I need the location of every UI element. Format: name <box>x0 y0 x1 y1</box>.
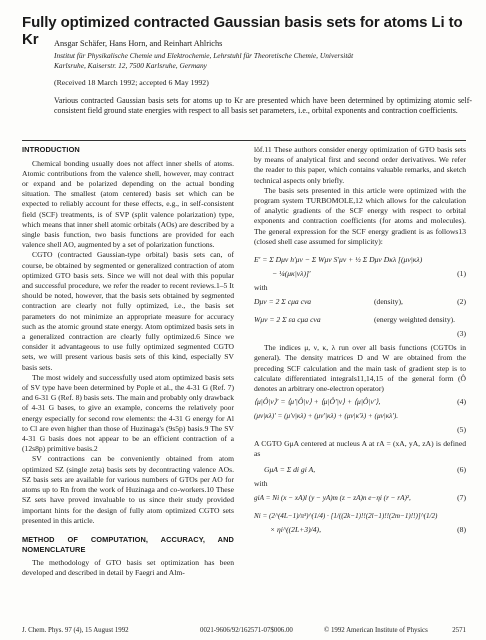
equation-3 <box>254 315 466 329</box>
author-list: Ansgar Schäfer, Hans Horn, and Reinhart Ahlrichs <box>54 39 223 48</box>
affiliation-line: Karlsruhe, Kaiserstr. 12, 7500 Karlsruhe, Germany <box>54 61 207 70</box>
paragraph: The indices μ, ν, κ, λ run over all basis functions (CGTOs in general). The density matrices D and W are obtained from the preceding SCF calculation and the main task of gradient step is to calculate differentiated integrals11,14,15 of the general form (Ô denotes an arbitrary one-electron operator) <box>254 343 466 394</box>
equation-note: (energy weighted density). <box>374 315 456 325</box>
affiliation <box>54 51 474 71</box>
paragraph: SV contractions can be conveniently obtained from atom optimized SZ (single zeta) basis sets by decontracting valence AOs. SZ basis sets are available for various numbers of GTOs per AO for atoms up to Rn from the work of Huzinaga and co-workers.10 These SZ sets have proved invaluable to us since their study provided important hints for the design of fully atom optimized CGTO sets presented in this article. <box>22 454 234 525</box>
equation-text: (μν|κλ)′ = (μ′ν|κλ) + (μν′|κλ) + (μν|κ′λ) + (μν|κλ′). <box>254 412 399 421</box>
paragraph: The methodology of GTO basis set optimization has been developed and described in detail by Faegri and Alm- <box>22 558 234 578</box>
equation-5 <box>254 411 466 425</box>
equation-number: (3) <box>457 329 466 339</box>
equation-8-continued <box>254 525 466 539</box>
equation-text: E′ = Σ Dμν h′μν − Σ Wμν S′μν + ½ Σ Dμν Dκλ [(μν|κλ) <box>254 255 423 265</box>
with-label: with <box>254 478 268 488</box>
equation-number: (7) <box>457 492 466 502</box>
equation-text: Ni = (2^(4L−1)/π³)^(1/4) · [1/((2k−1)!!(2l−1)!!(2m−1)!!)]^(1/2) <box>254 511 438 520</box>
equation-text: giA = Ni (x − xA)l (y − yA)m (z − zA)n e−ηi (r − rA)², <box>254 493 411 502</box>
section-heading-introduction: INTRODUCTION <box>22 145 80 154</box>
equation-text: × ηi^((2L+3)/4), <box>270 524 321 534</box>
equation-text: GμA = Σ di gi A, <box>264 464 316 474</box>
copyright-notice: © 1992 American Institute of Physics <box>324 627 428 634</box>
abstract-divider <box>22 140 466 141</box>
equation-number: (1) <box>457 269 466 279</box>
equation-number: (2) <box>457 297 466 307</box>
article-code: 0021-9606/92/162571-07$006.00 <box>200 627 293 634</box>
equation-note: (density), <box>374 297 403 307</box>
paragraph: The basis sets presented in this article were optimized with the program system TURBOMOLE,12 which allows for the calculation of analytic gradients of the SCF energy with respect to orbital exponents and contraction coefficients (for atoms and molecules). The general expression for the SCF energy gradient is as follows13 (closed shell case assumed for simplicity): <box>254 185 466 246</box>
received-dates: (Received 18 March 1992; accepted 6 May 1992) <box>54 78 209 87</box>
page-number: 2571 <box>452 627 466 634</box>
paper-title: Fully optimized contracted Gaussian basis sets for atoms Li to Kr <box>22 14 463 48</box>
paragraph: A CGTO GμA centered at nucleus A at rA = (xA, yA, zA) is defined as <box>254 439 466 459</box>
equation-8 <box>254 511 466 525</box>
left-column <box>22 145 234 579</box>
equation-text: − ¼(μκ|νλ)]′ <box>272 269 311 279</box>
equation-7 <box>254 493 466 507</box>
equation-1-continued <box>254 269 466 283</box>
equation-number: (6) <box>457 464 466 474</box>
right-column <box>254 145 466 539</box>
equation-5-number-row <box>254 425 466 439</box>
section-heading-method: METHOD OF COMPUTATION, ACCURACY, AND NOMENCLATURE <box>22 534 234 554</box>
affiliation-line: Institut für Physikalische Chemie und Elektrochemie, Lehrstuhl für Theoretische Chemie, Universität <box>54 51 354 60</box>
equation-2 <box>254 297 466 311</box>
equation-number: (5) <box>457 425 466 435</box>
equation-4 <box>254 397 466 411</box>
paragraph: CGTO (contracted Gaussian-type orbital) basis sets can, of course, be obtained by segmented or generalized contraction of atom optimized GTO basis sets. Since we will not deal with this popular and successful procedure, we refer the reader to recent reviews.1–5 It should be noted, however, that the basis sets obtained by segmented contraction are clearly not fully optimized, i.e., the basis set parameters do not minimize an appropriate measure for accuracy such as the atomic ground state energy. Atom optimized basis sets in a generalized contraction are clearly fully optimized.6 Since we consider it advantageous to use fully optimized segmented CGTO sets, we will present various basis sets of this kind, especially SV basis sets. <box>22 250 234 372</box>
paragraph: Chemical bonding usually does not affect inner shells of atoms. Atomic contributions from the valence shell, however, may contract or expand and be polarized depending on the actual bonding situation. The smallest (atom centered) basis set which can be expected to reliably account for these effects, e.g., in self-consistent field (SCF) treatments, is of SVP (split valence polarization) type, which means that inner shell atomic orbitals (AOs) are described by a single basis function, two basis functions are provided for each valence shell AO, augmented by a set of polarization functions. <box>22 158 234 250</box>
equation-3-number-row <box>254 329 466 343</box>
equation-6 <box>254 465 466 479</box>
journal-citation: J. Chem. Phys. 97 (4), 15 August 1992 <box>22 627 129 634</box>
paragraph: The most widely and successfully used atom optimized basis sets of SV type have been determined by Pople et al., the 4-31 G (Ref. 7) and 6-31 G (Ref. 8) basis sets. The main and probably only drawback of 4-31 G bases, to give an example, concerns the relatively poor energy especially for second row elements: the 4-31 G energy for Al to Cl are even higher than those of Huzinaga's (9s5p) basis.9 The SV 4-31 G basis does not appear to be an efficient contraction of a (12s8p) primitive basis.2 <box>22 372 234 454</box>
equation-text: Wμν = 2 Σ εa cμa cνa <box>254 315 321 325</box>
equation-number: (8) <box>457 524 466 534</box>
equation-number: (4) <box>457 397 466 407</box>
with-label: with <box>254 283 268 293</box>
equation-text: ⟨μ|Ô|ν⟩′ = ⟨μ′|Ô|ν⟩ + ⟨μ|Ô′|ν⟩ + ⟨μ|Ô|ν′⟩, <box>254 397 381 407</box>
abstract: Various contracted Gaussian basis sets for atoms up to Kr are presented which have been determined by optimizing atomic self-consistent field ground state energies with respect to all basis set parameters, i.e., orbital exponents and contraction coefficients. <box>54 96 472 116</box>
equation-text: Dμν = 2 Σ cμa cνa <box>254 297 312 307</box>
paragraph: löf.11 These authors consider energy optimization of GTO basis sets by means of analytical first and second order derivatives. We refer the reader to this paper, which contains valuable remarks, and sketch technical aspects only briefly. <box>254 145 466 185</box>
equation-1 <box>254 255 466 269</box>
